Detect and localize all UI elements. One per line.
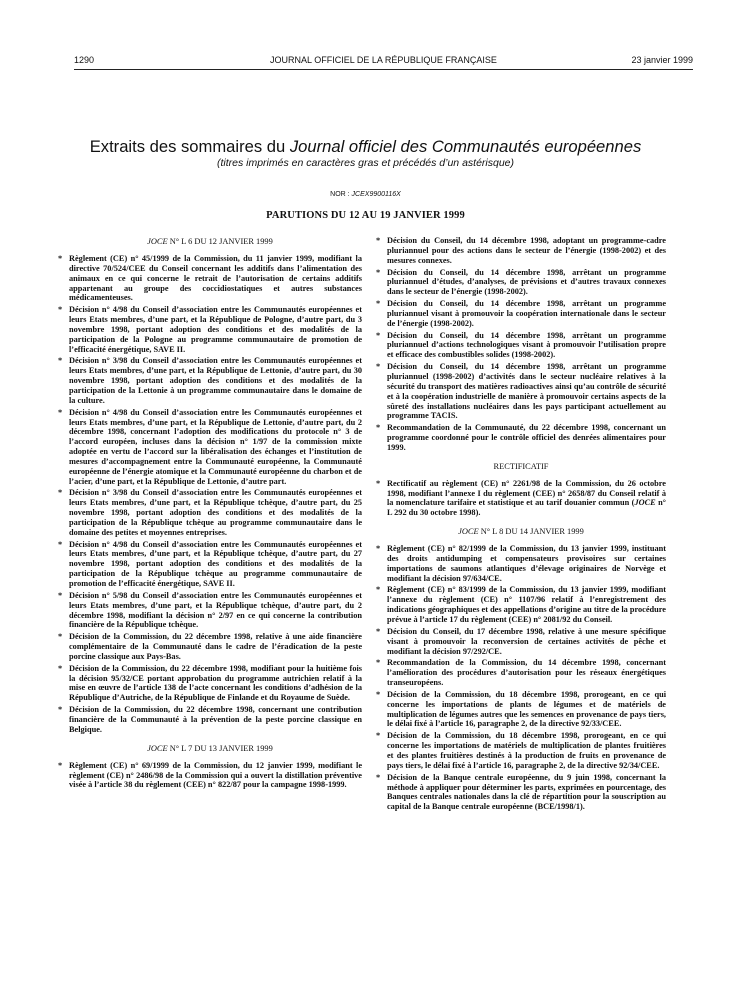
entry-text: Recommandation de la Communauté, du 22 décembre 1998, concernant un programme coordonné pour le contrôle officiel des denrées alimentaires pour 1999.: [387, 423, 666, 452]
summary-entry: [58, 305, 362, 354]
entry-text: Décision de la Commission, du 22 décembre 1998, concernant une contribution financière de la Communauté à la prévention de la peste porcine classique en Belgique.: [69, 705, 362, 734]
summary-entry: [376, 423, 666, 453]
asterisk-marker: *: [58, 407, 63, 417]
running-header: [74, 55, 693, 70]
asterisk-marker: *: [376, 585, 381, 595]
asterisk-marker: *: [376, 689, 381, 699]
asterisk-marker: *: [376, 731, 381, 741]
section-heading: [58, 743, 362, 754]
entry-text: Décision n° 4/98 du Conseil d’association entre les Communautés européennes et leurs Etats membres, d’une part, et la République de Pologne, d’autre part, du 3 novembre 1998, portant adoption des conditions et des modalités de la participation de la Pologne au programme communautaire de promotion de l’efficacité énergétique, SAVE II.: [69, 305, 362, 354]
summary-entry: [58, 540, 362, 589]
asterisk-marker: *: [376, 236, 381, 245]
right-column: [376, 236, 666, 814]
heading-issue: N° L 6 DU 12 JANVIER 1999: [167, 237, 273, 246]
page-subtitle: (titres imprimés en caractères gras et précédés d’un astérisque): [216, 157, 515, 169]
summary-entry: [58, 408, 362, 487]
heading-journal: JOCE: [147, 743, 168, 753]
entry-text: Décision n° 5/98 du Conseil d’association entre les Communautés européennes et leurs Etats membres, d’une part, et la République tchèque, d’autre part, du 2 décembre 1998, modifiant la décision n° 2/97 en ce qui concerne la contribution financière de la République tchèque.: [69, 590, 362, 630]
rectificatif-entry: [376, 479, 666, 518]
heading-issue: N° L 8 DU 14 JANVIER 1999: [478, 527, 584, 537]
summary-entry: [376, 268, 666, 298]
asterisk-marker: *: [58, 539, 63, 549]
summary-entry: [376, 299, 666, 329]
entry-text: n° L 292 du 30 octobre 1998).: [387, 498, 666, 518]
asterisk-marker: *: [58, 663, 63, 673]
asterisk-marker: *: [58, 488, 63, 498]
nor-label: NOR :: [330, 191, 350, 198]
asterisk-marker: *: [376, 267, 381, 277]
asterisk-marker: *: [58, 590, 63, 600]
asterisk-marker: *: [58, 632, 63, 642]
summary-entry: [58, 488, 362, 537]
entry-text: Décision du Conseil, du 14 décembre 1998, adoptant un programme-cadre pluriannuel pour des actions dans le secteur de l’énergie (1998-2002) et des mesures connexes.: [387, 236, 666, 265]
summary-entry: [58, 705, 362, 735]
asterisk-marker: *: [58, 705, 63, 715]
nor-value: JCEX9900116X: [351, 191, 401, 198]
asterisk-marker: *: [58, 254, 63, 263]
nor-reference: [0, 191, 731, 198]
entry-text: Règlement (CE) n° 45/1999 de la Commission, du 11 janvier 1999, modifiant la directive 70/524/CEE du Conseil concernant les additifs dans l’alimentation des animaux en ce qui concerne le retrait de l’autorisation de certains additifs appartenant au groupe des coccidiostatiques et autres substances médicamenteuses.: [69, 254, 362, 303]
asterisk-marker: *: [376, 772, 381, 782]
entry-text: Décision du Conseil, du 14 décembre 1998, arrêtant un programme pluriannuel visant à promouvoir la coopération internationale dans le secteur de l’énergie (1998-2002).: [387, 299, 666, 328]
summary-entry: [376, 236, 666, 266]
title-journal: Journal officiel des Communautés européennes: [289, 137, 642, 156]
heading-issue: N° L 7 DU 13 JANVIER 1999: [167, 743, 273, 753]
section-heading: [58, 236, 362, 247]
asterisk-marker: *: [376, 478, 381, 488]
summary-entry: [58, 632, 362, 662]
issue-date: 23 janvier 1999: [631, 55, 693, 65]
asterisk-marker: *: [376, 544, 381, 554]
summary-entry: [58, 664, 362, 703]
parutions-heading: PARUTIONS DU 12 AU 19 JANVIER 1999: [266, 210, 465, 221]
entry-text: Décision du Conseil, du 14 décembre 1998, arrêtant un programme pluriannuel d’études, d’analyses, de prévisions et d’autres travaux connexes dans le secteur de l’énergie (1998-2002).: [387, 267, 666, 297]
entry-text: Décision n° 3/98 du Conseil d’association entre les Communautés européennes et leurs Etats membres, d’une part, et la République tchèque, d’autre part, du 25 novembre 1998, portant adoption des conditions et des modalités de la participation de la République tchèque au programme communautaire dans le domaine des petites et moyennes entreprises.: [69, 488, 362, 537]
entry-text: Recommandation de la Commission, du 14 décembre 1998, concernant l’amélioration des procédures d’autorisation pour les réseaux énergétiques transeuropéens.: [387, 658, 666, 688]
entry-text: Règlement (CE) n° 82/1999 de la Commission, du 13 janvier 1999, instituant des droits antidumping et compensateurs provisoires sur certaines importations de saumons atlantiques d’élevage originaires de Norvège et modifiant la décision 97/634/CE.: [387, 544, 666, 583]
journal-title: JOURNAL OFFICIEL DE LA RÉPUBLIQUE FRANÇAISE: [270, 55, 497, 65]
entry-text: Décision de la Commission, du 22 décembre 1998, relative à une aide financière complémentaire de la Communauté dans le cadre de l’éradication de la peste porcine classique aux Pays-Bas.: [69, 632, 362, 661]
summary-entry: [376, 544, 666, 583]
page-title: [40, 137, 691, 157]
summary-entry: [376, 585, 666, 624]
entry-text: Décision n° 3/98 du Conseil d’association entre les Communautés européennes et leurs Etats membres, d’une part, et la République de Lettonie, d’autre part, du 30 novembre 1998, portant adoption des conditions et des modalités de la participation de la Lettonie à un programme communautaire dans le domaine de la culture.: [69, 356, 362, 405]
asterisk-marker: *: [376, 330, 381, 340]
summary-entry: [376, 731, 666, 770]
page-number: 1290: [74, 55, 95, 65]
summary-entry: [376, 690, 666, 729]
entry-text: Décision de la Banque centrale européenne, du 9 juin 1998, concernant la méthode à appliquer pour déterminer les parts, exprimées en pourcentage, des Banques centrales nationales dans la clé de répartition pour la souscription au capital de la Banque centrale européenne (BCE/1998/1).: [387, 772, 666, 812]
title-prefix: Extraits des sommaires du: [89, 137, 290, 156]
asterisk-marker: *: [376, 626, 381, 636]
entry-text: Décision de la Commission, du 18 décembre 1998, prorogeant, en ce qui concerne les importations de matériels de multiplication de plantes fruitières et des plantes fruitières destinés à la production de fruits en provenance de pays tiers, le délai fixé à l’article 16, paragraphe 2, de la directive 92/34/CEE.: [387, 731, 666, 770]
left-column: [58, 236, 362, 792]
asterisk-marker: *: [376, 658, 381, 668]
entry-text: Décision de la Commission, du 22 décembre 1998, modifiant pour la huitième fois la décision 95/32/CE portant approbation du programme autrichien relatif à la mise en œuvre de l’article 138 de l’acte concernant les conditions d’adhésion de la République d’Autriche, de la République de Finlande et du Royaume de Suède.: [69, 663, 362, 703]
asterisk-marker: *: [58, 760, 63, 770]
asterisk-marker: *: [376, 362, 381, 372]
section-heading: [376, 526, 666, 537]
summary-entry: [376, 331, 666, 361]
summary-entry: [58, 254, 362, 303]
asterisk-marker: *: [58, 356, 63, 366]
summary-entry: [376, 773, 666, 812]
entry-text: Décision n° 4/98 du Conseil d’association entre les Communautés européennes et leurs Etats membres, d’une part, et la République de Lettonie, d’autre part, du 2 décembre 1998, concernant l’adoption des modifications du protocole n° 3 de l’accord européen, incluses dans la décision n° 1/97 de la commission mixte adoptée en vertu de l’accord sur la libéralisation des échanges et l’institution de mesures d’accompagnement entre la Communauté européenne, la Communauté européenne de l’énergie atomique et la Communauté européenne du charbon et de l’acier, d’une part, et la République de Lettonie, d’autre part.: [69, 407, 362, 486]
asterisk-marker: *: [376, 423, 381, 433]
rectificatif-heading: RECTIFICATIF: [493, 461, 549, 471]
summary-entry: [58, 591, 362, 630]
asterisk-marker: *: [376, 299, 381, 309]
heading-journal: JOCE: [458, 527, 479, 537]
summary-entry: [58, 356, 362, 405]
entry-journal: JOCE: [634, 498, 656, 508]
asterisk-marker: *: [58, 305, 63, 315]
summary-entry: [376, 658, 666, 688]
entry-text: Décision du Conseil, du 17 décembre 1998, relative à une mesure spécifique visant à promouvoir la reconversion de certaines activités de pêche et modifiant la décision 97/292/CE.: [387, 626, 666, 656]
summary-entry: [376, 362, 666, 421]
heading-journal: JOCE: [147, 237, 168, 246]
entry-text: Décision du Conseil, du 14 décembre 1998, arrêtant un programme pluriannuel (1998-2002) d’activités dans le secteur nucléaire relatives à la sécurité du transport des matières radioactives ainsi qu’au contrôle de sécurité et à la coopération industrielle de manière à promouvoir certains aspects de la sûreté des installations nucléaires dans les pays participant actuellement au programme TACIS.: [387, 362, 666, 421]
summary-entry: [58, 761, 362, 791]
summary-entry: [376, 627, 666, 657]
entry-text: Décision du Conseil, du 14 décembre 1998, arrêtant un programme pluriannuel d’actions technologiques visant à promouvoir l’utilisation propre et efficace des combustibles solides (1998-2002).: [387, 330, 666, 360]
entry-text: Décision n° 4/98 du Conseil d’association entre les Communautés européennes et leurs Etats membres, d’une part, et la République tchèque, d’autre part, du 27 novembre 1998, portant adoption des conditions et des modalités de la participation de la République tchèque au programme communautaire de promotion de l’efficacité énergétique, SAVE II.: [69, 539, 362, 588]
entry-text: Décision de la Commission, du 18 décembre 1998, prorogeant, en ce qui concerne les importations de plants de légumes et de matériels de multiplication de légumes autres que les semences en provenance de pays tiers, le délai fixé à l’article 16, paragraphe 2, de la directive 92/33/CEE.: [387, 689, 666, 729]
entry-text: Règlement (CE) n° 69/1999 de la Commission, du 12 janvier 1999, modifiant le règlement (CE) n° 2486/98 de la Commission qui a ouvert la distillation préventive visée à l’article 38 du règlement (CEE) n° 822/87 pour la campagne 1998-1999.: [69, 760, 362, 790]
entry-text: Règlement (CE) n° 83/1999 de la Commission, du 13 janvier 1999, modifiant l’annexe du règlement (CE) n° 1107/96 relatif à l’enregistrement des indications géographiques et des appellations d’origine au titre de la procédure prévue à l’article 17 du règlement (CEE) n° 2081/92 du Conseil.: [387, 585, 666, 624]
entry-text: Rectificatif au règlement (CE) n° 2261/98 de la Commission, du 26 octobre 1998, modifiant l’annexe I du règlement (CEE) n° 2658/87 du Conseil relatif à la nomenclature tarifaire et statistique et au tarif douanier commun (: [387, 478, 666, 508]
